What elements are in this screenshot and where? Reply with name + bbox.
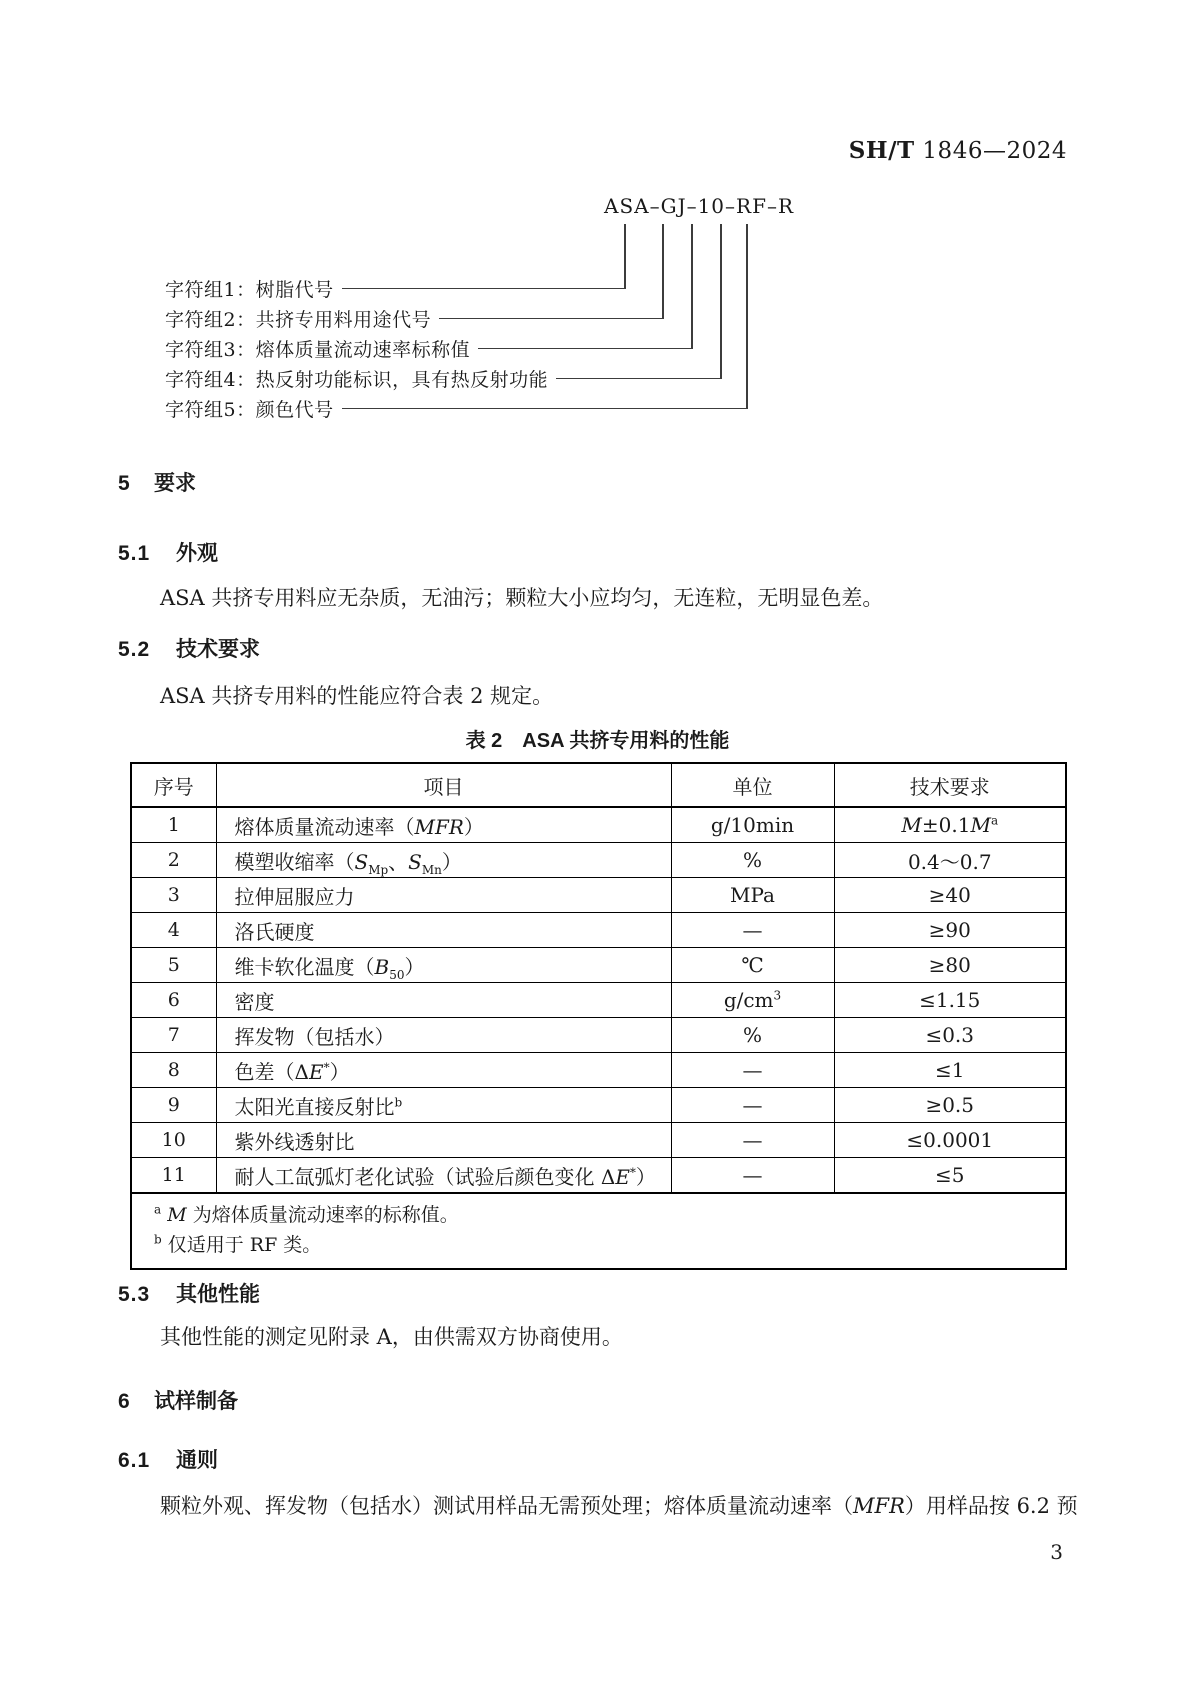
table-row: [131, 878, 1066, 913]
table-cell-req: ≤5: [834, 1158, 1066, 1194]
connector-line: [624, 224, 626, 288]
table-cell-unit: —: [671, 1158, 834, 1194]
section-title: 外观: [176, 542, 218, 565]
designation-group-row: [165, 394, 748, 422]
section-number: 5.3: [118, 1283, 151, 1306]
table-cell-seq: 6: [131, 983, 216, 1018]
table-cell-unit: —: [671, 1053, 834, 1088]
spec-table: [130, 762, 1067, 1270]
table-cell-item: 太阳光直接反射比$^b$: [216, 1088, 671, 1123]
table-cell-req: ≤1.15: [834, 983, 1066, 1018]
table-cell-unit: ℃: [671, 948, 834, 983]
table-cell-item: 维卡软化温度$(B_{50})$: [216, 948, 671, 983]
table-row: [131, 1158, 1066, 1194]
table-cell-req: ≤0.0001: [834, 1123, 1066, 1158]
designation-group-label: 字符组3：熔体质量流动速率标称值: [165, 338, 471, 361]
table-footnote: $^a$ M 为熔体质量流动速率的标称值。: [154, 1202, 459, 1226]
table-cell-unit: g/10min: [671, 807, 834, 843]
table-row: [131, 843, 1066, 878]
table-cell-seq: 7: [131, 1018, 216, 1053]
table-row: [131, 983, 1066, 1018]
table-cell-req: ≥80: [834, 948, 1066, 983]
table-cell-seq: 3: [131, 878, 216, 913]
table-cell-req: ≤0.3: [834, 1018, 1066, 1053]
table-row: [131, 1088, 1066, 1123]
table-row: [131, 913, 1066, 948]
section-title: 其他性能: [176, 1283, 260, 1306]
table-header-req: 技术要求: [834, 763, 1066, 807]
section-heading-6: [118, 1385, 238, 1415]
section-number: 6.1: [118, 1449, 151, 1472]
designation-group-label: 字符组4：热反射功能标识，具有热反射功能: [165, 368, 549, 391]
paragraph-5-2: ASA 共挤专用料的性能应符合表 2 规定。: [160, 684, 554, 708]
table-cell-req: ≥90: [834, 913, 1066, 948]
designation-group-row: [165, 364, 722, 392]
section-heading-6-1: [118, 1444, 218, 1474]
table-cell-seq: 8: [131, 1053, 216, 1088]
table-cell-req: 0.4～0.7: [834, 843, 1066, 878]
table-cell-item: 紫外线透射比: [216, 1123, 671, 1158]
table-footnotes-cell: [131, 1193, 1066, 1269]
table-cell-item: 熔体质量流动速率（MFR）: [216, 807, 671, 843]
table-cell-seq: 11: [131, 1158, 216, 1194]
table-row: [131, 1018, 1066, 1053]
table-cell-req: ≥40: [834, 878, 1066, 913]
table-header-row: [131, 763, 1066, 807]
table-cell-seq: 1: [131, 807, 216, 843]
connector-line: [691, 224, 693, 348]
table-header-unit: 单位: [671, 763, 834, 807]
table-cell-unit: MPa: [671, 878, 834, 913]
table-cell-seq: 5: [131, 948, 216, 983]
connector-line: [342, 288, 626, 289]
section-number: 5.1: [118, 542, 151, 565]
connector-line: [342, 408, 748, 409]
table-cell-unit: $g/cm^3$: [671, 983, 834, 1018]
table-row: [131, 1053, 1066, 1088]
table-caption: 表 2 ASA 共挤专用料的性能: [465, 730, 730, 752]
table-cell-req: ≥0.5: [834, 1088, 1066, 1123]
table-cell-seq: 2: [131, 843, 216, 878]
table-cell-item: 洛氏硬度: [216, 913, 671, 948]
table-row: [131, 807, 1066, 843]
table-cell-item: 密度: [216, 983, 671, 1018]
section-heading-5-1: [118, 537, 218, 567]
table-cell-req: $M\pm 0.1M^a$: [834, 807, 1066, 843]
designation-group-row: [165, 274, 626, 302]
table-cell-item: 拉伸屈服应力: [216, 878, 671, 913]
section-title: 技术要求: [176, 638, 260, 661]
table-cell-seq: 10: [131, 1123, 216, 1158]
table-row: [131, 1123, 1066, 1158]
table-cell-unit: %: [671, 843, 834, 878]
section-number: 5: [118, 472, 131, 495]
doc-code: SH/T: [848, 137, 915, 164]
section-heading-5-3: [118, 1278, 260, 1308]
table-cell-item: 挥发物（包括水）: [216, 1018, 671, 1053]
table-cell-seq: 4: [131, 913, 216, 948]
table-header-item: 项目: [216, 763, 671, 807]
section-title: 通则: [176, 1449, 218, 1472]
table-cell-req: ≤1: [834, 1053, 1066, 1088]
designation-group-row: [165, 304, 664, 332]
designation-code: ASA–GJ–10–RF–R: [604, 194, 795, 218]
table-cell-item: 模塑收缩率（$S_{Mp}$、$S_{Mn}$）: [216, 843, 671, 878]
connector-line: [478, 348, 693, 349]
section-heading-5-2: [118, 633, 260, 663]
connector-line: [662, 224, 664, 318]
section-number: 5.2: [118, 638, 151, 661]
connector-line: [439, 318, 664, 319]
connector-line: [720, 224, 722, 378]
table-cell-item: 耐人工氙弧灯老化试验（试验后颜色变化 ΔE*）: [216, 1158, 671, 1194]
section-title: 试样制备: [154, 1390, 238, 1413]
table-header-seq: 序号: [131, 763, 216, 807]
spec-table-body: [131, 807, 1066, 1193]
paragraph-5-3: 其他性能的测定见附录 A，由供需双方协商使用。: [160, 1325, 623, 1349]
page-number: 3: [1050, 1540, 1063, 1564]
section-heading-5: [118, 467, 196, 497]
table-footnotes-row: [131, 1193, 1066, 1269]
designation-group-label: 字符组2：共挤专用料用途代号: [165, 308, 432, 331]
table-cell-unit: —: [671, 1123, 834, 1158]
designation-group-label: 字符组1：树脂代号: [165, 278, 334, 301]
table-cell-seq: 9: [131, 1088, 216, 1123]
section-title: 要求: [154, 472, 196, 495]
paragraph-5-1: ASA 共挤专用料应无杂质，无油污；颗粒大小应均匀，无连粒，无明显色差。: [160, 586, 884, 610]
doc-number: 1846—2024: [922, 138, 1067, 164]
table-cell-unit: %: [671, 1018, 834, 1053]
connector-line: [556, 378, 722, 379]
paragraph-6-1: 颗粒外观、挥发物（包括水）测试用样品无需预处理；熔体质量流动速率（MFR）用样品按 6.2 预: [160, 1494, 1078, 1518]
table-cell-item: 色差（ΔE*）: [216, 1053, 671, 1088]
table-row: [131, 948, 1066, 983]
designation-group-label: 字符组5：颜色代号: [165, 398, 334, 421]
table-footnote: $^b$ 仅适用于 RF 类。: [154, 1232, 322, 1256]
designation-group-row: [165, 334, 693, 362]
connector-line: [746, 224, 748, 408]
table-cell-unit: —: [671, 913, 834, 948]
section-number: 6: [118, 1390, 131, 1413]
doc-header: [849, 137, 1067, 164]
table-cell-unit: —: [671, 1088, 834, 1123]
